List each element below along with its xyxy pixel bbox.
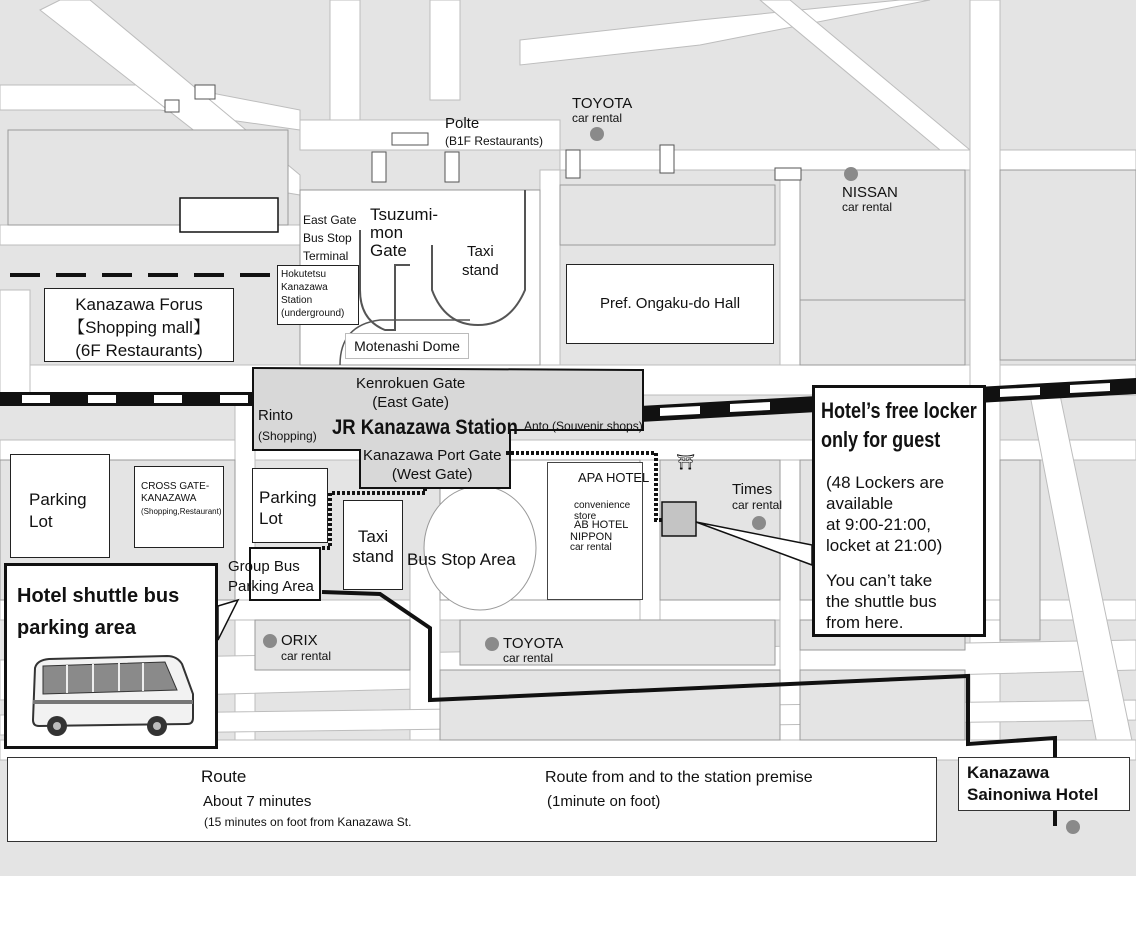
anto-label: Anto (Souvenir shops) <box>524 419 643 433</box>
polte-label: Polte <box>445 115 480 132</box>
locker-callout <box>812 385 986 637</box>
orix-marker <box>263 634 277 648</box>
tsuzumimon-gate-label: Tsuzumi- mon Gate <box>370 205 439 260</box>
kanazawa-port-gate-label: Kanazawa Port Gate (West Gate) <box>363 447 502 483</box>
nippon-sub-label: car rental <box>570 542 612 553</box>
legend-route-foot: (15 minutes on foot from Kanazawa St. <box>204 815 412 829</box>
rinto-label: Rinto <box>258 407 294 424</box>
legend <box>7 757 937 842</box>
times-label: Times <box>732 481 773 498</box>
nissan-sub-label: car rental <box>842 200 893 214</box>
ongakudo-hall-label: Pref. Ongaku-do Hall <box>566 264 774 344</box>
shuttle-bus-image <box>27 650 197 740</box>
motenashi-dome-label: Motenashi Dome <box>345 333 469 359</box>
cross-gate-sub-label: (Shopping,Restaurant) <box>141 507 222 516</box>
unnamed-building <box>180 198 278 232</box>
locker-location-marker <box>662 502 696 536</box>
group-bus-parking-label: Group Bus Parking Area <box>228 558 314 595</box>
legend-route-label: Route <box>201 767 247 786</box>
rinto-sub-label: (Shopping) <box>258 429 317 443</box>
polte-sub-label: (B1F Restaurants) <box>445 134 544 148</box>
toyota-top-marker <box>590 127 604 141</box>
kenrokuen-gate-label: Kenrokuen Gate (East Gate) <box>356 375 466 411</box>
hokutetsu-station-label: Hokutetsu Kanazawa Station (underground) <box>277 265 359 325</box>
nissan-label: NISSAN <box>842 184 898 201</box>
toyota-top-label: TOYOTA <box>572 95 633 112</box>
taxi-stand-south-label: Taxi stand <box>343 500 403 590</box>
legend-premise-label: Route from and to the station premise <box>545 769 813 786</box>
locker-note-text: You can’t take the shuttle bus from here. <box>826 571 937 632</box>
east-gate-bus-terminal-label: East Gate Bus Stop Terminal <box>303 213 357 263</box>
orix-sub-label: car rental <box>281 649 332 663</box>
toyota-bottom-marker <box>485 637 499 651</box>
parking-lot-left-label: Parking Lot <box>10 454 110 558</box>
hotel-name-label: Kanazawa Sainoniwa Hotel <box>958 757 1130 811</box>
legend-route-time: About 7 minutes <box>203 793 312 810</box>
toyota-top-sub-label: car rental <box>572 111 623 125</box>
times-marker <box>752 516 766 530</box>
bus-stop-area-label: Bus Stop Area <box>407 550 516 569</box>
legend-premise-time: (1minute on foot) <box>547 793 661 810</box>
times-sub-label: car rental <box>732 498 783 512</box>
kanazawa-forus-label: Kanazawa Forus 【Shopping mall】 (6F Restaurants) <box>44 288 234 362</box>
shuttle-bus-callout <box>4 563 218 749</box>
taxi-stand-north-label: Taxi stand <box>462 243 499 279</box>
shuttle-callout-title: Hotel shuttle bus parking area <box>17 585 180 639</box>
nippon-label: NIPPON <box>570 531 613 543</box>
cross-gate-kanazawa-block <box>134 466 224 548</box>
apa-hotel-label: APA HOTEL <box>578 470 650 485</box>
toyota-bottom-label: TOYOTA <box>503 635 564 652</box>
cross-gate-label: CROSS GATE- KANAZAWA <box>141 481 210 504</box>
locker-hours-text: (48 Lockers are available at 9:00-21:00, locket at 21:00) <box>826 473 945 555</box>
toyota-bottom-sub-label: car rental <box>503 651 554 665</box>
hotel-marker <box>1066 820 1080 834</box>
orix-label: ORIX <box>281 632 318 649</box>
convenience-store-label: convenience store <box>574 500 631 522</box>
nissan-marker <box>844 167 858 181</box>
locker-callout-title: Hotel’s free locker only for guest <box>821 398 977 452</box>
shrine-icon: ⛩ <box>676 454 696 471</box>
jr-kanazawa-station-label: JR Kanazawa Station <box>332 416 518 439</box>
parking-lot-mid-label: Parking Lot <box>252 468 328 543</box>
ab-hotel-label: AB HOTEL <box>574 519 629 531</box>
